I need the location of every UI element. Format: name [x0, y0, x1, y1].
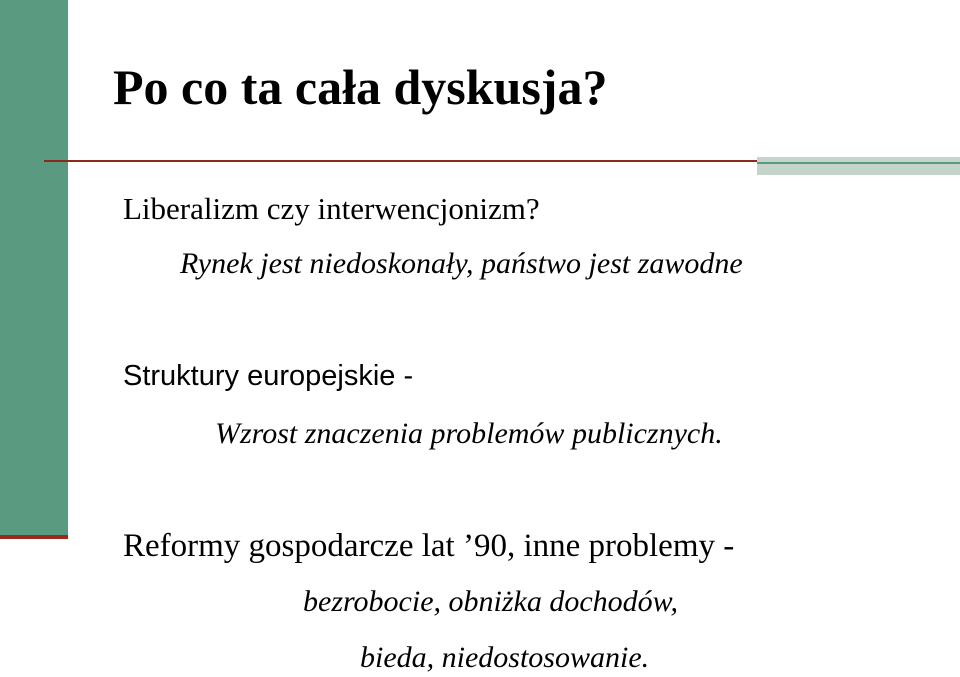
slide-title: Po co ta cała dyskusja? [113, 59, 608, 115]
left-accent-bar-edge [0, 535, 68, 539]
bullet-european-structures: Struktury europejskie - [123, 360, 414, 392]
sub-bullet-public-problems: Wzrost znaczenia problemów publicznych. [215, 417, 723, 450]
title-divider [44, 160, 760, 162]
sub-bullet-market: Rynek jest niedoskonały, państwo jest zawodne [180, 247, 743, 280]
sub-bullet-poverty: bieda, niedostosowanie. [360, 641, 650, 674]
title-accent-block [757, 157, 960, 175]
bullet-economic-reforms: Reformy gospodarcze lat ’90, inne problemy - [123, 528, 735, 564]
bullet-liberalism: Liberalizm czy interwencjonizm? [123, 191, 540, 226]
left-accent-bar [0, 0, 68, 535]
title-accent-line [757, 162, 960, 164]
sub-bullet-unemployment: bezrobocie, obniżka dochodów, [303, 585, 678, 618]
